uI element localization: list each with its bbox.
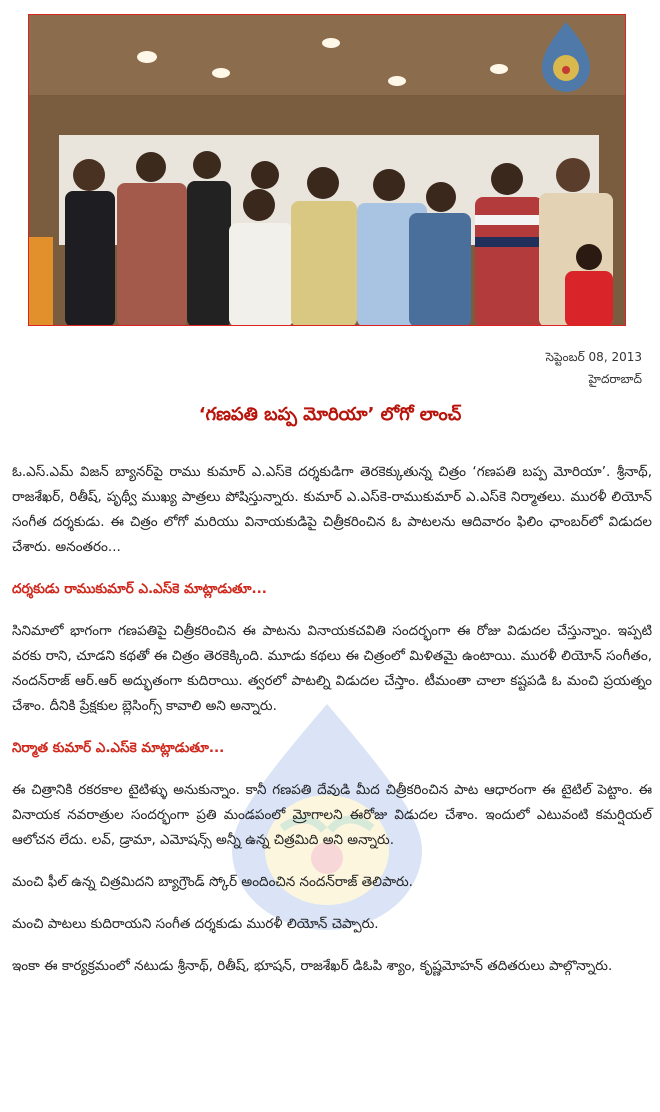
bgm-paragraph: మంచి ఫీల్ ఉన్న చిత్రమిదని బ్యాగ్రౌండ్ స్కోర్ అందించిన నందన్‌రాజ్ తెలిపారు. [12,874,413,890]
music-paragraph: మంచి పాటలు కుదిరాయని సంగీత దర్శకుడు మురళీ లియోన్ చెప్పారు. [12,916,379,932]
site-logo-icon [538,20,594,92]
article-headline: ‘గణపతి బప్ప మోరియా’ లోగో లాంచ్ [198,404,462,425]
article-body [12,460,652,996]
dateline [546,346,642,390]
director-subhead: దర్శకుడు రాముకుమార్ ఎ.ఎస్‌కె మాట్లాడుతూ... [12,581,267,597]
director-quote-paragraph: సినిమాలో భాగంగా గణపతిపై చిత్రీకరించిన ఈ పాటను వినాయకచవితి సందర్భంగా ఈ రోజు విడుదల చేస్తున్నాం. ఇప్పటి వరకు రాని, చూడని కథతో ఈ చిత్రం తెరకెక్కింది. మూడు కథలు ఈ చిత్రంలో మిళితమై ఉంటాయి. మురళీ లియోన్ సంగీతం, నందన్‌రాజ్ ఆర్.ఆర్ అద్భుతంగా కుదిరాయి. త్వరలో పాటల్ని విడుదల చేస్తాం. టీమంతా చాలా కష్టపడి ఓ మంచి ప్రయత్నం చేశాం. దీనికి ప్రేక్షకుల బ్లెసింగ్స్ కావాలి అని అన్నారు. [12,623,652,714]
group-photo-image [29,15,626,326]
producer-subhead: నిర్మాత కుమార్ ఎ.ఎస్‌కె మాట్లాడుతూ... [12,740,225,756]
attendees-paragraph: ఇంకా ఈ కార్యక్రమంలో నటుడు శ్రీనాథ్, రితీష్, భూషన్, రాజశేఖర్ డిఓపి శ్యాం, కృష్ణమోహన్ తదితరులు పాల్గొన్నారు. [12,958,613,974]
intro-paragraph: ఓ.ఎస్.ఎమ్ విజన్ బ్యానర్‌పై రాము కుమార్ ఎ.ఎస్‌కె దర్శకుడిగా తెరకెక్కుతున్న చిత్రం ‘గణపతి బప్ప మోరియా’. శ్రీనాథ్, రాజశేఖర్, రితీష్, పృథ్వీ ముఖ్య పాత్రలు పోషిస్తున్నారు. కుమార్ ఎ.ఎస్‌కె-రాముకుమార్ ఎ.ఎస్‌కె నిర్మాతలు. మురళీ లియోన్ సంగీత దర్శకుడు. ఈ చిత్రం లోగో మరియు వినాయకుడిపై చిత్రీకరించిన ఓ పాటలను ఆదివారం ఫిలిం ఛాంబర్‌లో విడుదల చేశారు. అనంతరం... [12,464,652,555]
publish-date: సెప్టెంబర్ 08, 2013 [545,350,642,364]
producer-quote-paragraph: ఈ చిత్రానికి రకరకాల టైటిళ్ళు అనుకున్నాం. కానీ గణపతి దేవుడి మీద చిత్రీకరించిన పాట ఆధారంగా ఈ టైటిల్ పెట్టాం. ఈ వినాయక నవరాత్రుల సందర్భంగా ప్రతి మండపంలో మ్రోగాలని ఈరోజు విడుదల చేశాం. ఇందులో ఎటువంటి కమర్షియల్ ఆలోచన లేదు. లవ్, డ్రామా, ఎమోషన్స్ అన్నీ ఉన్న చిత్రమిది అని అన్నారు. [12,782,652,848]
event-photo [28,14,626,326]
publish-place: హైదరాబాద్ [588,372,642,386]
